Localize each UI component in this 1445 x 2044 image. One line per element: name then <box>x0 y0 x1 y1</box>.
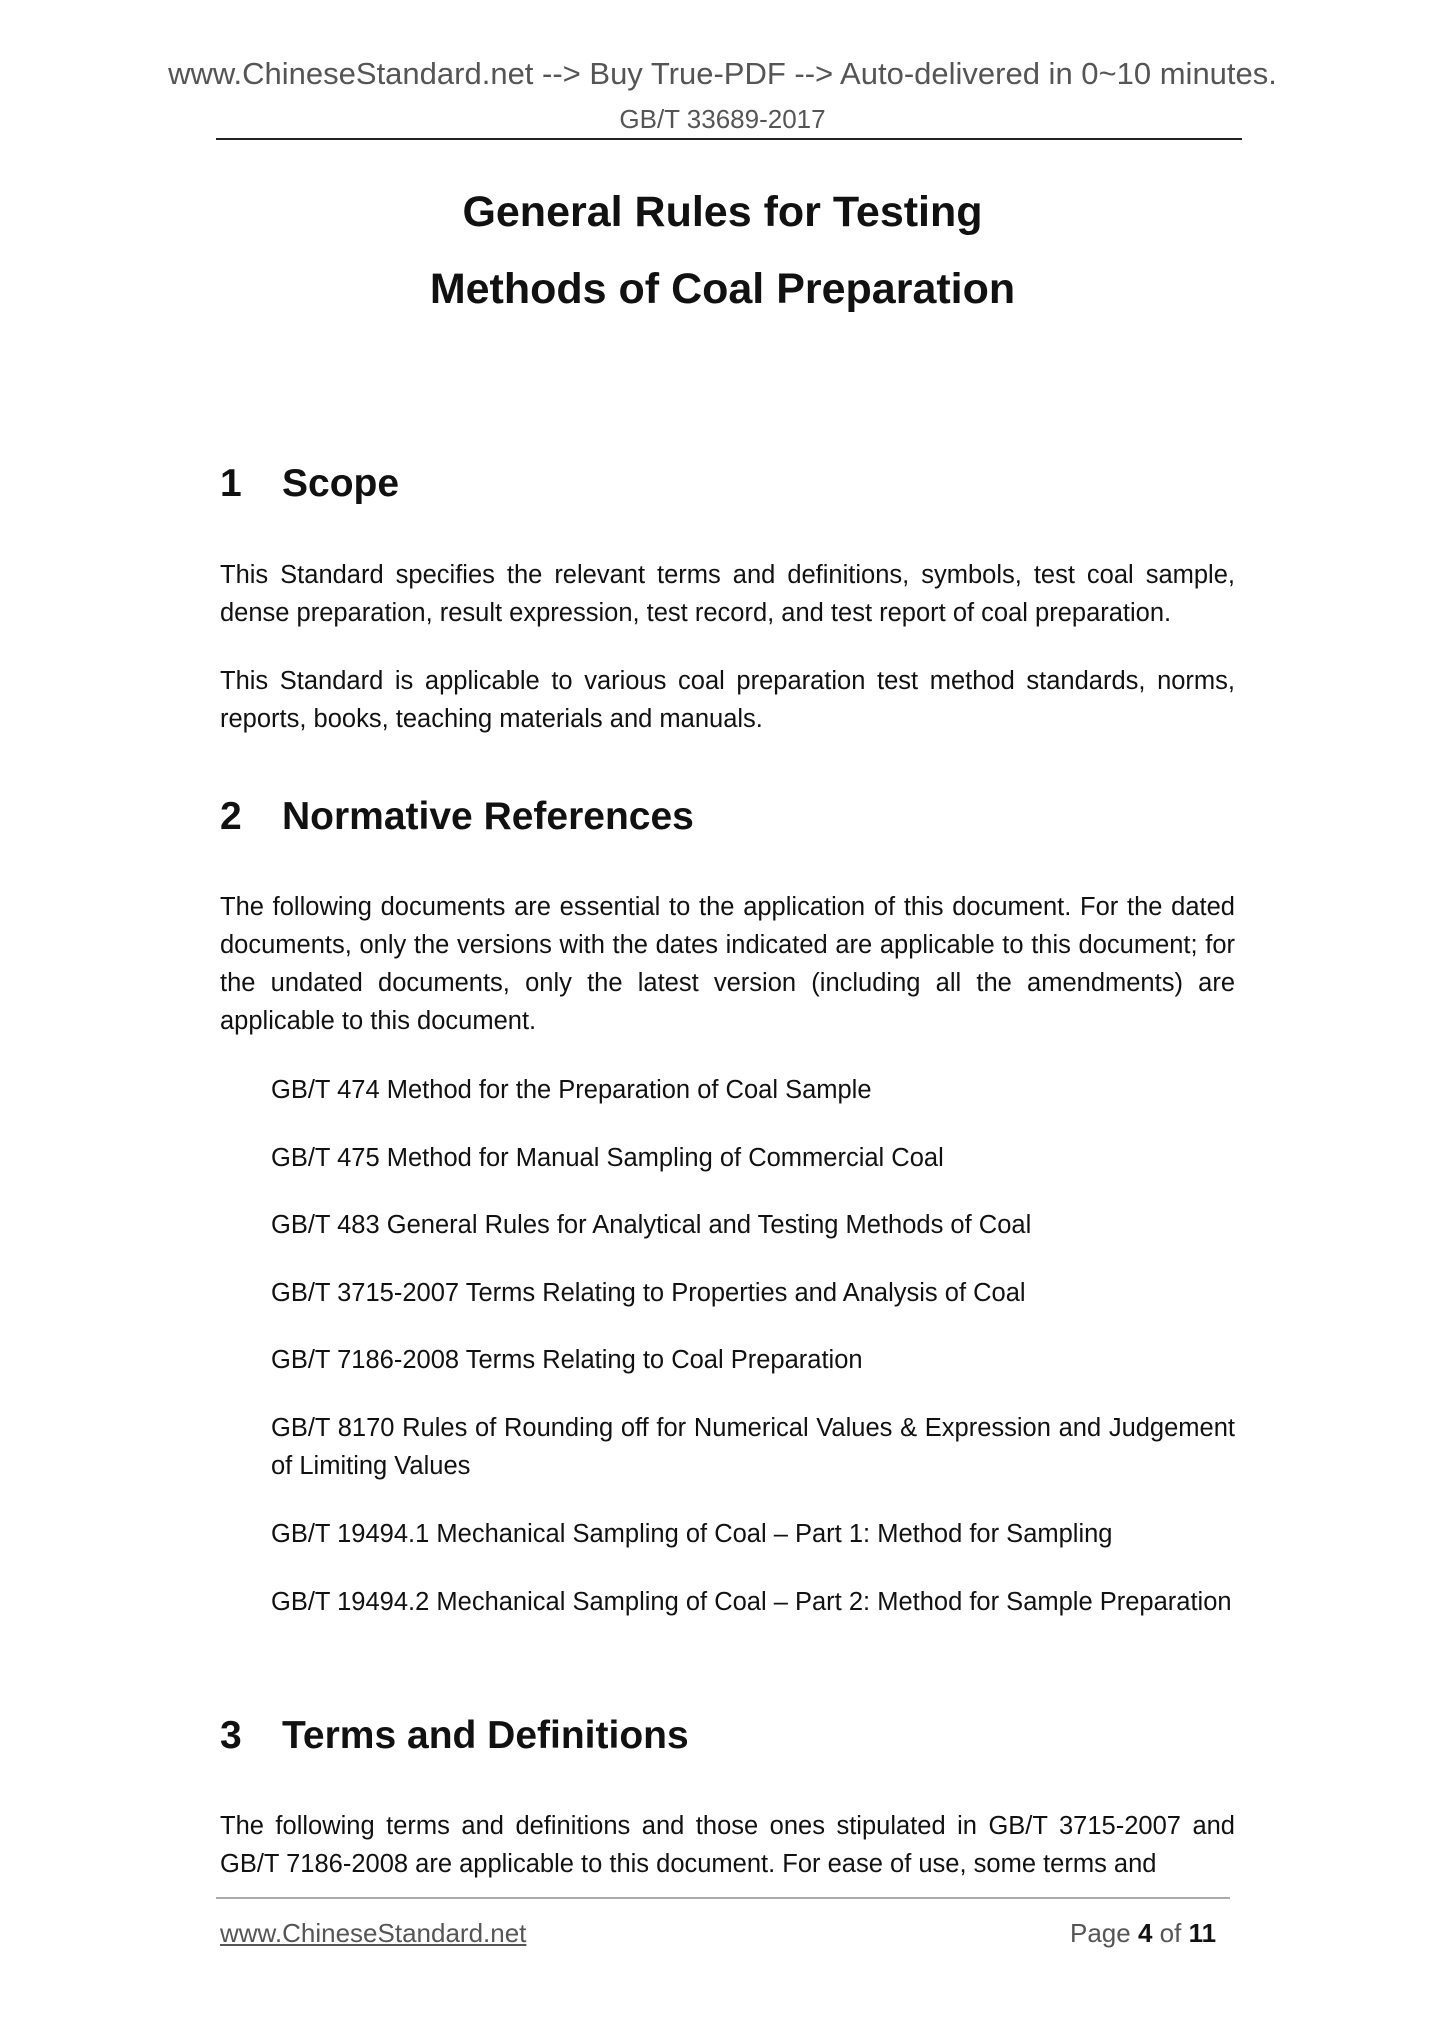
document-title-line-2: Methods of Coal Preparation <box>429 265 1016 313</box>
header-divider <box>216 138 1242 140</box>
section-number: 2 <box>220 795 242 838</box>
document-title-line-1: General Rules for Testing <box>462 188 983 236</box>
page-label: Page <box>1070 1918 1131 1948</box>
header-banner: www.ChineseStandard.net --> Buy True-PDF --> Auto-delivered in 0~10 minutes. <box>168 56 1277 91</box>
section-number: 3 <box>220 1714 242 1757</box>
footer-website-link[interactable]: www.ChineseStandard.net <box>220 1918 527 1948</box>
section-number: 1 <box>220 462 242 505</box>
standard-code: GB/T 33689-2017 <box>619 104 826 134</box>
reference-item: GB/T 474 Method for the Preparation of Coal Sample <box>271 1076 872 1104</box>
total-page-count: 11 <box>1188 1918 1217 1948</box>
terms-definitions-paragraph: The following terms and definitions and those ones stipulated in GB/T 3715-2007 and GB/T 7186-2008 are applicable to this document. For ease of use, some terms and <box>220 1812 1235 1878</box>
section-title: Terms and Definitions <box>282 1714 689 1757</box>
section-1-heading <box>220 462 399 506</box>
section-2-heading <box>220 795 694 839</box>
scope-paragraph-1: This Standard specifies the relevant terms and definitions, symbols, test coal sample, dense preparation, result expression, test record, and test report of coal preparation. <box>220 561 1235 627</box>
reference-item: GB/T 3715-2007 Terms Relating to Properties and Analysis of Coal <box>271 1279 1026 1307</box>
section-3-heading <box>220 1714 689 1758</box>
reference-item: GB/T 19494.2 Mechanical Sampling of Coal – Part 2: Method for Sample Preparation <box>271 1588 1232 1616</box>
section-title: Scope <box>282 462 400 505</box>
reference-item: GB/T 7186-2008 Terms Relating to Coal Preparation <box>271 1346 863 1374</box>
page-indicator <box>1070 1918 1216 1949</box>
normative-references-intro: The following documents are essential to the application of this document. For the dated documents, only the versions with the dates indicated are applicable to this document; for the undated documents, only the latest version (including all the amendments) are applicable to this document. <box>220 893 1235 1035</box>
reference-item: GB/T 475 Method for Manual Sampling of Commercial Coal <box>271 1144 944 1172</box>
reference-item: GB/T 483 General Rules for Analytical and Testing Methods of Coal <box>271 1211 1032 1239</box>
current-page-number: 4 <box>1137 1918 1153 1948</box>
reference-item: GB/T 19494.1 Mechanical Sampling of Coal – Part 1: Method for Sampling <box>271 1520 1113 1548</box>
footer-divider <box>216 1897 1230 1899</box>
page-of-label: of <box>1159 1918 1182 1948</box>
scope-paragraph-2: This Standard is applicable to various coal preparation test method standards, norms, reports, books, teaching materials and manuals. <box>220 667 1235 733</box>
reference-item: GB/T 8170 Rules of Rounding off for Numerical Values & Expression and Judgement of Limiting Values <box>271 1414 1235 1480</box>
section-title: Normative References <box>282 795 694 838</box>
